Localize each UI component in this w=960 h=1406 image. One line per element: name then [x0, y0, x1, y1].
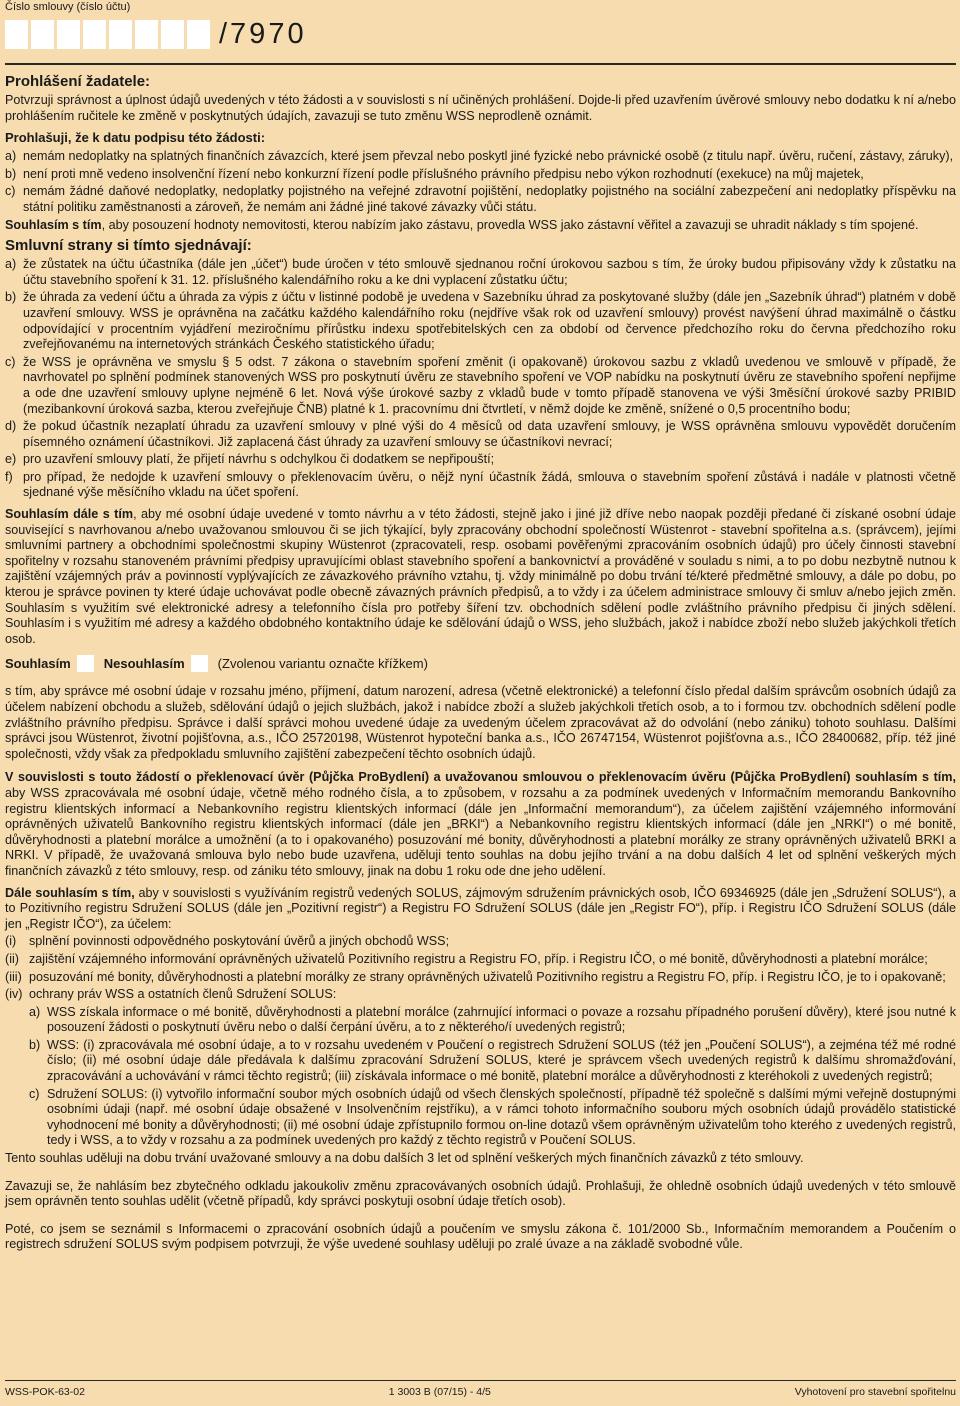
agreement-item: [5, 257, 956, 288]
item-text: není proti mně vedeno insolvenční řízení nebo konkurzní řízení podle příslušného právního předpisu nebo výkon rozhodnutí (exekuce) na můj majetek,: [23, 166, 864, 181]
account-digit-box[interactable]: [57, 20, 80, 49]
collateral-consent-text: , aby posouzení hodnoty nemovitosti, kterou nabízím jako zástavu, provedla WSS jako zástavní věřitel a zavazuji se uhradit náklady s tím spojené.: [101, 217, 919, 232]
disagree-label: Nesouhlasím: [103, 656, 185, 672]
item-label: a): [5, 149, 17, 164]
account-digit-box[interactable]: [187, 20, 210, 49]
solus-item: [5, 970, 956, 986]
item-text: Sdružení SOLUS: (i) vytvořilo informační soubor mých osobních údajů od všech členských společností, případně též společně s dalšími mými veřejně dostupnými osobními údaji (např. mé osobní údaje obsažené v Insolvenčním rejstříku), a v rámci tohoto informačního souboru mých osobních údajů provádělo statistické vyhodnocení mé bonity a důvěryhodnosti; (ii) mé osobní údaje zpřístupnilo formou on-line dotazů všem oprávněným uživatelům toho kterého z uvedených registrů, tedy i WSS, a to vždy v rozsahu a za podmínek uvedených pro každý z těchto registrů v Poučení SOLUS.: [47, 1086, 956, 1148]
change-notification-statement: Zavazuji se, že nahlásím bez zbytečného odkladu jakoukoliv změnu zpracovávaných osobních údajů. Prohlašuji, že ohledně osobních údajů uvedených v této smlouvě jsem oprávněn tento souhlas udělit (včetně případů, kdy správci poskytuji osobní údaje třetích osob).: [5, 1178, 956, 1209]
item-label: (iii): [5, 969, 22, 984]
marketing-consent-text: s tím, aby správce mé osobní údaje v rozsahu jméno, příjmení, datum narození, adresa (včetně elektronické) a telefonní číslo předal dalším správcům osobních údajů za účelem nabízení obchodu a služeb, sdělování údajů o jejich službách, jakož i nabídce zboží a služeb jakýchkoli třetích osob, a to i formou tzv. obchodních sdělení podle zvláštního právního předpisu. Správce i další správci mohou uvedené údaje za uvedeným účelem zpracovávat až do odvolání (nebo zániku) tohoto souhlasu. Dalšími správci jsou Wüstenrot, životní pojišťovna, a.s., IČO 25720198, Wüstenrot hypoteční banka a.s., IČO 26747154, Wüstenrot pojišťovna a.s., IČO 28400682, příp. též jiné společnosti, vždy však za předpokladu smluvního zajištění zabezpečení těchto osobních údajů.: [5, 684, 956, 761]
agreement-item: [5, 290, 956, 352]
account-number-label: Číslo smlouvy (číslo účtu): [5, 1, 131, 13]
collateral-consent-lead: Souhlasím s tím: [5, 217, 102, 232]
item-label: c): [29, 1086, 40, 1101]
item-text: splnění povinnosti odpovědného poskytování úvěrů a jiných obchodů WSS;: [29, 934, 450, 949]
item-text: zajištění vzájemného informování oprávněných uživatelů Pozitivního registru a Registru FO, příp. i Registru IČO, o mé bonitě, důvěryhodnosti a platební morálce;: [29, 951, 928, 966]
agree-label: Souhlasím: [5, 656, 71, 672]
item-text: že zůstatek na účtu účastníka (dále jen „účet“) bude úročen v této smlouvě sjednanou roční úrokovou sazbou s tím, že úroky budou připisovány vždy k zůstatku na účtu stavebního spoření k 31. 12. příslušného kalendářního roku a ke dni vyplacení zůstatku účtu;: [23, 257, 956, 287]
copy-designation: Vyhotovení pro stavební spořitelnu: [794, 1386, 956, 1398]
declaration-item: [5, 167, 956, 183]
agreement-item: [5, 452, 956, 468]
item-text: že WSS je oprávněna ve smyslu § 5 odst. 7 zákona o stavebním spoření změnit (i opakovaně) úrokovou sazbu z vkladů uvedenou ve smlouvě v případě, že navrhovatel po splnění podmínek stanovených WSS pro poskytnutí úvěru ze stavebního spoření ve VOP nabídku na poskytnutí úvěru ze stavebního spoření nepřijme a ode dne uzavření smlouvy uplyne nejméně 6 let. Nová výše úrokové sazby z vkladů bude v tomto případě stanovena ve výši 3měsíční úrokové sazby PRIBID (mezibankovní úroková sazba, kterou zveřejňuje ČNB) platné k 1. pracovnímu dni čtvrtletí, v němž dojde ke změně, snížené o 0,5 procentního bodu;: [23, 354, 956, 416]
solus-text: aby v souvislosti s využíváním registrů vedených SOLUS, zájmovým sdružením právnických osob, IČO 69346925 (dále jen „Sdružení SOLUS“), a to Pozitivního registru Sdružení SOLUS (dále jen „Pozitivní registr“) a Registru FO Sdružení SOLUS (dále jen „Registr FO“), příp. i Registru IČO Sdružení SOLUS (dále jen „Registr IČO“), za účelem:: [5, 885, 956, 931]
item-text: pro uzavření smlouvy platí, že přijetí návrhu s odchylkou či dodatkem se nepřipouští;: [23, 452, 495, 467]
agreement-item: [5, 419, 956, 450]
declaration-intro: Potvrzuji správnost a úplnost údajů uvedených v této žádosti a v souvislosti s ní učiněných prohlášení. Dojde-li před uzavřením úvěrové smlouvy nebo dodatku k ní a/nebo prohlášením ručitele ke změně v poskytnutých údajích, zavazuji se tuto změnu WSS neprodleně oznámit.: [5, 93, 956, 123]
item-label: c): [5, 184, 16, 199]
bridging-loan-lead: V souvislosti s touto žádostí o překlenovací úvěr (Půjčka ProBydlení) a uvažovanou smlouvou o překlenovacím úvěru (Půjčka ProBydlení) souhlasím s tím,: [5, 770, 956, 785]
item-text: ochrany práv WSS a ostatních členů Sdružení SOLUS:: [29, 987, 337, 1002]
solus-subitem: [29, 1038, 956, 1085]
agreement-item: [5, 355, 956, 417]
agree-checkbox[interactable]: [77, 655, 94, 672]
item-text: nemám nedoplatky na splatných finančních závazcích, které jsem převzal nebo poskytl jiné fyzické nebo právnické osobě (z titulu např. úvěru, ručení, zástavy, záruky),: [23, 149, 954, 164]
item-text: posuzování mé bonity, důvěryhodnosti a platební morálky ze strany oprávněných uživatelů Pozitivního registru a Registru FO, příp. i Registru IČO, je to i opakovaně;: [29, 969, 946, 984]
account-digit-box[interactable]: [135, 20, 158, 49]
data-processing-lead: Souhlasím dále s tím: [5, 507, 134, 522]
agreement-item: [5, 470, 956, 501]
declaration-subtitle: Prohlašuji, že k datu podpisu této žádosti:: [5, 130, 266, 146]
disagree-checkbox[interactable]: [191, 655, 208, 672]
solus-consent: [5, 886, 956, 933]
declaration-title: Prohlášení žadatele:: [5, 73, 151, 90]
account-digit-box[interactable]: [83, 20, 106, 49]
solus-lead: Dále souhlasím s tím,: [5, 885, 135, 900]
item-label: (ii): [5, 951, 19, 966]
item-label: c): [5, 354, 16, 369]
agreement-title: Smluvní strany si tímto sjednávají:: [5, 237, 252, 255]
form-version: 1 3003 B (07/15) - 4/5: [388, 1386, 491, 1398]
solus-subitem: [29, 1087, 956, 1149]
bridging-loan-consent: [5, 770, 956, 879]
spacer: [5, 1169, 956, 1179]
item-label: e): [5, 452, 17, 467]
declaration-item: [5, 184, 956, 215]
item-text: že pokud účastník nezaplatí úhradu za uzavření smlouvy v plné výši do 4 měsíců od data uzavření smlouvy, je WSS oprávněna smlouvu vypovědět doručením písemného oznámení účastníkovi. Již zaplacená část úhrady za uzavření smlouvy se účastníkovi nevrací;: [23, 419, 956, 449]
item-label: a): [5, 257, 17, 272]
account-digit-box[interactable]: [5, 20, 28, 49]
item-text: WSS získala informace o mé bonitě, důvěryhodnosti a platební morálce (zahrnující informaci o povaze a rozsahu případného porušení důvěry), které jsou nutné k posouzení žádosti o poskytnutí úvěru nebo o další čerpání úvěru, a to z některého/í uvedených registrů;: [47, 1004, 956, 1035]
item-label: d): [5, 419, 17, 434]
item-text: že úhrada za vedení účtu a úhrada za výpis z účtu v listinné podobě je uvedena v Sazebníku úhrad za poskytované služby (dále jen „Sazebník úhrad“) platném v době uzavření smlouvy. WSS je oprávněna na začátku každého kalendářního roku (nejdříve však rok od uzavření smlouvy) provést navýšení úhrad maximálně o částku odpovídající v procentním vyjádření meziročnímu přírůstku indexu spotřebitelských cen za období od července předchozího roku do června předchozího roku zveřejňovanému na internetových stránkách Českého statistického úřadu;: [23, 290, 956, 352]
consent-hint: (Zvolenou variantu označte křížkem): [217, 656, 428, 672]
account-digit-box[interactable]: [161, 20, 184, 49]
data-processing-text: , aby mé osobní údaje uvedené v tomto návrhu a v této žádosti, stejně jako i jiné již dříve nebo naopak později předané či získané osobní údaje související s navrhovanou a/nebo uvažovanou smlouvou či se jich týkající, byly zpracovány obchodní společností Wüstenrot - stavební spořitelna a.s. (správcem), jejími smluvními partnery a obchodními společnostmi skupiny Wüstenrot (zpracovateli, resp. osobami pověřenými zpracováním osobních údajů) pro účely činnosti stavební spořitelny v rozsahu stanoveném právními předpisy upravujícími oblast stavebního spoření a bankovnictví a prováděné v souladu s nimi, a to po dobu nezbytně nutnou k zajištění vzájemných práv a povinností vyplývajících ze závazkového právního vztahu, tj. vždy minimálně po dobu trvání té/které předmětné smlouvy, a dále po dobu, po kterou je správce povinen ty které údaje uchovávat podle obecně závazných právních předpisů, a to vždy i za účelem administrace smlouvy či smluv a/nebo jejich změn. Souhlasím s využitím své elektronické adresy a telefonního čísla pro potřeby šíření tzv. obchodních sdělení podle zvláštního právního předpisu či jiných sdělení. Souhlasím i s využitím mé adresy a každého obdobného kontaktního údaje ke sdělování údajů o WSS, jeho službách, jakož i nabídce zboží nebo služeb jakýchkoli třetích osob.: [5, 507, 956, 646]
item-label: b): [5, 166, 17, 181]
page-footer: [5, 1380, 956, 1398]
collateral-consent: [5, 218, 956, 234]
data-processing-consent: [5, 507, 956, 647]
solus-item: [5, 987, 956, 1003]
item-label: a): [29, 1004, 41, 1019]
account-digit-box[interactable]: [31, 20, 54, 49]
declaration-item: [5, 149, 956, 165]
account-digit-box[interactable]: [109, 20, 132, 49]
item-label: (iv): [5, 987, 23, 1002]
form-code: WSS-POK-63-02: [5, 1386, 85, 1398]
form-page: [5, 0, 956, 1255]
account-suffix: /7970: [219, 17, 307, 50]
spacer: [5, 1212, 956, 1222]
solus-closing: Tento souhlas uděluji na dobu trvání uvažované smlouvy a na dobu dalších 3 let od splnění veškerých mých finančních závazků z této smlouvy.: [5, 1151, 804, 1166]
solus-item: [5, 952, 956, 968]
solus-item: [5, 934, 956, 950]
bridging-loan-text: aby WSS zpracovávala mé osobní údaje, včetně mého rodného čísla, a to způsobem, v rozsahu a za podmínek uvedených v Informačním memorandu Bankovního registru klientských informací a Nebankovního registru klientských informací (dále jen „Informační memorandum“), za účelem zajištění vzájemného informování oprávněných uživatelů Bankovního registru klientských informací (dále jen „BRKI“) a Nebankovního registru klientských informací (dále jen „NRKI“) o mé bonitě, důvěryhodnosti a platební morálce a umožnění (a to i opakovaného) posuzování mé bonity, důvěryhodnosti a platební morálky ze strany oprávněných uživatelů BRKI a NRKI. V případě, že uvažovaná smlouva bylo nebo bude uzavřena, uděluji tento souhlas na dobu jejího trvání a na dobu dalších 4 let od splnění veškerých mých finančních závazků z této smlouvy, resp. od zániku této smlouvy, jinak na dobu 1 roku ode dne jeho udělení.: [5, 785, 956, 878]
item-text: pro případ, že nedojde k uzavření smlouvy o překlenovacím úvěru, o nějž nyní účastník žádá, smlouva o stavebním spoření zůstává i nadále v platnosti včetně sjednané výše měsíčního vkladu na účet spoření.: [23, 469, 956, 500]
solus-subitem: [29, 1005, 956, 1036]
section-divider: [5, 63, 956, 65]
final-acknowledgement: Poté, co jsem se seznámil s Informacemi o zpracování osobních údajů a poučením ve smyslu zákona č. 101/2000 Sb., Informačním memorandem a Poučením o registrech sdružení SOLUS svým podpisem potvrzuji, že výše uvedené souhlasy uděluji po zralé úvaze a na základě svobodné vůle.: [5, 1221, 956, 1252]
account-number-field[interactable]: [5, 17, 956, 51]
consent-choice-row: [5, 655, 956, 672]
item-label: f): [5, 469, 13, 484]
item-label: b): [29, 1037, 41, 1052]
item-text: WSS: (i) zpracovávala mé osobní údaje, a to v rozsahu uvedeném v Poučení o registrech Sdružení SOLUS (též jen „Poučení SOLUS“), a zejména též mé rodné číslo; (ii) mé osobní údaje dále předávala k dalšímu zpracování Sdružení SOLUS, které je správcem všech uvedených registrů k dalšímu shromažďování, zpracovávání a uchovávání v rámci těchto registrů; (iii) získávala informace o mé bonitě, platební morálce a důvěryhodnosti z kteréhokoli z uvedených registrů;: [47, 1037, 956, 1084]
item-label: b): [5, 290, 17, 305]
item-label: (i): [5, 934, 17, 949]
item-text: nemám žádné daňové nedoplatky, nedoplatky pojistného na veřejné zdravotní pojištění, nedoplatky pojistného na sociální zabezpečení ani nedoplatky příspěvku na státní politiku zaměstnanosti a zároveň, že nemám ani žádné jiné takové závazky vůči státu.: [23, 184, 956, 214]
